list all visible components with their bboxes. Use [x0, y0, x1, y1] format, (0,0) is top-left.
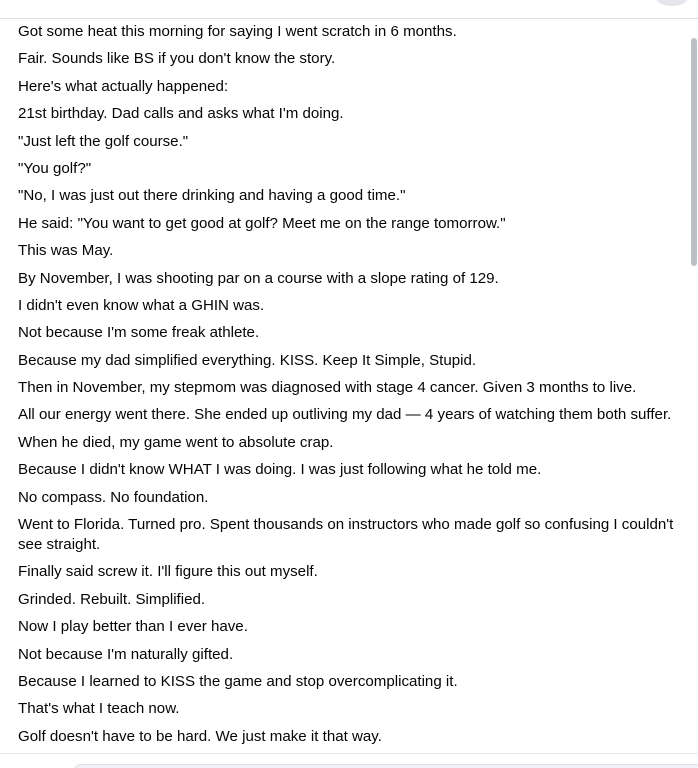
post-line: 21st birthday. Dad calls and asks what I'm doing.	[18, 105, 344, 123]
post-body	[18, 19, 694, 751]
post-line: Then in November, my stepmom was diagnosed with stage 4 cancer. Given 3 months to live.	[18, 379, 637, 397]
post-line: Golf doesn't have to be hard. We just make it that way.	[18, 727, 382, 745]
post-line: This was May.	[18, 242, 114, 260]
post-line: No compass. No foundation.	[18, 488, 209, 506]
post-line: Grinded. Rebuilt. Simplified.	[18, 590, 206, 608]
post-line: That's what I teach now.	[18, 700, 180, 718]
post-line: Not because I'm naturally gifted.	[18, 645, 234, 663]
post-line: He said: "You want to get good at golf? Meet me on the range tomorrow."	[18, 214, 506, 232]
post-line: Here's what actually happened:	[18, 77, 229, 95]
post-line: Because my dad simplified everything. KISS. Keep It Simple, Stupid.	[18, 351, 477, 369]
post-line: Finally said screw it. I'll figure this out myself.	[18, 563, 318, 581]
post-line: When he died, my game went to absolute crap.	[18, 433, 334, 451]
comment-input[interactable]	[74, 764, 698, 768]
footer-divider	[0, 753, 698, 754]
post-line: "No, I was just out there drinking and having a good time."	[18, 187, 406, 205]
scrollbar[interactable]	[690, 22, 698, 756]
close-button[interactable]	[655, 0, 689, 6]
scrollbar-thumb[interactable]	[691, 38, 697, 266]
post-line: "Just left the golf course."	[18, 132, 189, 150]
post-line: Now I play better than I ever have.	[18, 618, 248, 636]
post-line: "You golf?"	[18, 159, 92, 177]
post-line: Got some heat this morning for saying I went scratch in 6 months.	[18, 23, 457, 40]
post-line: Because I didn't know WHAT I was doing. I was just following what he told me.	[18, 461, 542, 479]
post-line: Because I learned to KISS the game and stop overcomplicating it.	[18, 672, 458, 690]
post-line: By November, I was shooting par on a course with a slope rating of 129.	[18, 269, 499, 287]
post-line: Went to Florida. Turned pro. Spent thousands on instructors who made golf so confusing I couldn't see straight.	[18, 516, 674, 554]
post-line: All our energy went there. She ended up outliving my dad — 4 years of watching them both suffer.	[18, 406, 672, 424]
post-line: Not because I'm some freak athlete.	[18, 324, 260, 342]
post-line: Fair. Sounds like BS if you don't know the story.	[18, 50, 336, 68]
post-line: I didn't even know what a GHIN was.	[18, 296, 265, 314]
